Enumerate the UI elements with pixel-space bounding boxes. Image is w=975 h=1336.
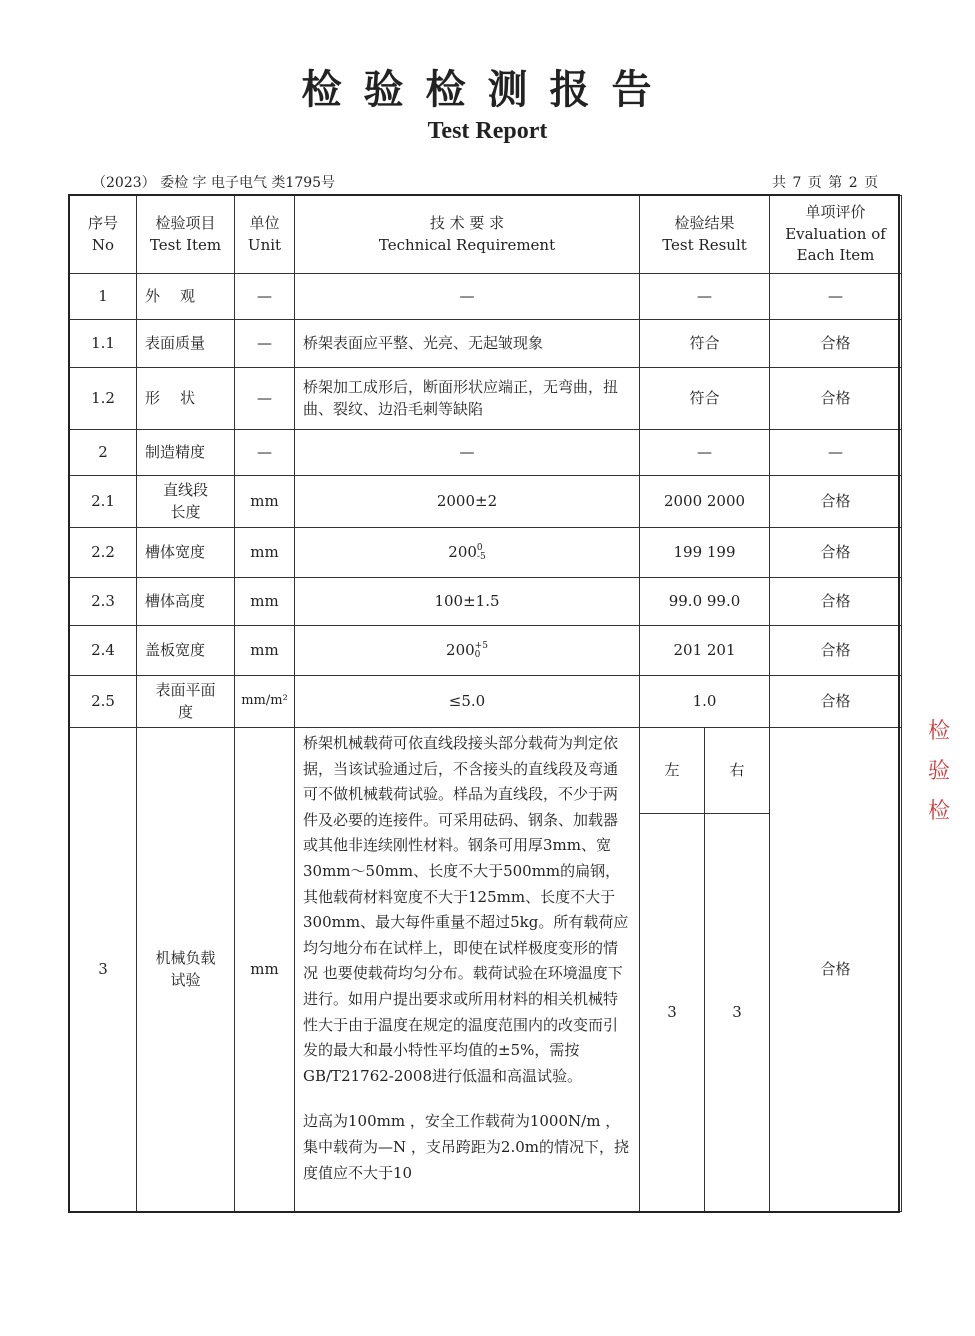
table-row: 2.1 直线段长度 mm 2000±2 2000 2000 合格 — [70, 476, 902, 528]
table-header-row — [70, 196, 902, 274]
test-result-table — [69, 195, 902, 1212]
header-requirement: 技 术 要 求 Technical Requirement — [295, 196, 640, 274]
tolerance-value: 2000 -5 — [295, 528, 640, 578]
red-stamp-fragment: 检验检 — [928, 719, 951, 824]
table-row: 1 外观 — — — — — [70, 274, 902, 320]
table-row: 2.5 表面平面度 mm/m² ≤5.0 1.0 合格 — [70, 676, 902, 728]
report-title-cn: 检验检测报告 — [301, 66, 674, 113]
table-row: 2.2 槽体宽度 mm 2000 -5 199 199 合格 — [70, 528, 902, 578]
header-result: 检验结果 Test Result — [640, 196, 770, 274]
table-row: 2.3 槽体高度 mm 100±1.5 99.0 99.0 合格 — [70, 578, 902, 626]
table-row: 1.1 表面质量 — 桥架表面应平整、光亮、无起皱现象 符合 合格 — [70, 320, 902, 368]
report-title-en: Test Report — [427, 118, 548, 144]
table-row-mechanical-load-values: 3 3 — [70, 814, 902, 1212]
mechanical-load-requirement: 桥架机械载荷可依直线段接头部分载荷为判定依据，当该试验通过后，不含接头的直线段及弯通可不做机械载荷试验。样品为直线段，不少于两件及必要的连接件。可采用砝码、钢条、加载器或其他非连续刚性材料。钢条可用厚3mm、宽30mm～50mm、长度不大于500mm的扁钢，其他载荷材料宽度不大于125mm、长度不大于300mm、最大每件重量不超过5kg。所有载荷应均匀地分布在试样上，即使在试样极度变形的情况 也要使载荷均匀分布。载荷试验在环境温度下进行。如用户提出要求或所用材料的相关机械特性大于由于温度在规定的温度范围内的改变而引发的最大和最小特性平均值的±5%，需按GB/T21762-2008进行低温和高温试验。 边高为100mm ，安全工作载荷为1000N/m ，集中载荷为—N ，支吊跨距为2.0m的情况下，挠度值应不大于10 — [295, 728, 640, 1212]
report-reference: （2023） 委检 字 电子电气 类1795号 — [92, 175, 336, 191]
table-row: 1.2 形状 — 桥架加工成形后，断面形状应端正，无弯曲，扭曲、裂纹、边沿毛刺等缺陷 符合 合格 — [70, 368, 902, 430]
table-row-mechanical-load: 3 机械负载试验 mm 桥架机械载荷可依直线段接头部分载荷为判定依据，当该试验通过后，不含接头的直线段及弯通可不做机械载荷试验。样品为直线段，不少于两件及必要的连接件。可采用砝码、钢条、加载器或其他非连续刚性材料。钢条可用厚3mm、宽30mm～50mm、长度不大于500mm的扁钢，其他载荷材料宽度不大于125mm、长度不大于300mm、最大每件重量不超过5kg。所有载荷应均匀地分布在试样上，即使在试样极度变形的情况 也要使载荷均匀分布。载荷试验在环境温度下进行。如用户提出要求或所用材料的相关机械特性大于由于温度在规定的温度范围内的改变而引发的最大和最小特性平均值的±5%，需按GB/T21762-2008进行低温和高温试验。 边高为100mm ，安全工作载荷为1000N/m ，集中载荷为—N ，支吊跨距为2.0m的情况下，挠度值应不大于10 左 右 合格 — [70, 728, 902, 814]
header-no: 序号 No — [70, 196, 137, 274]
tolerance-value: 200+5 0 — [295, 626, 640, 676]
table-row: 2 制造精度 — — — — — [70, 430, 902, 476]
header-evaluation: 单项评价 Evaluation of Each Item — [770, 196, 902, 274]
page-number: 共 7 页 第 2 页 — [772, 175, 880, 191]
header-unit: 单位 Unit — [235, 196, 295, 274]
table-row: 2.4 盖板宽度 mm 200+5 0 201 201 合格 — [70, 626, 902, 676]
header-item: 检验项目 Test Item — [137, 196, 235, 274]
